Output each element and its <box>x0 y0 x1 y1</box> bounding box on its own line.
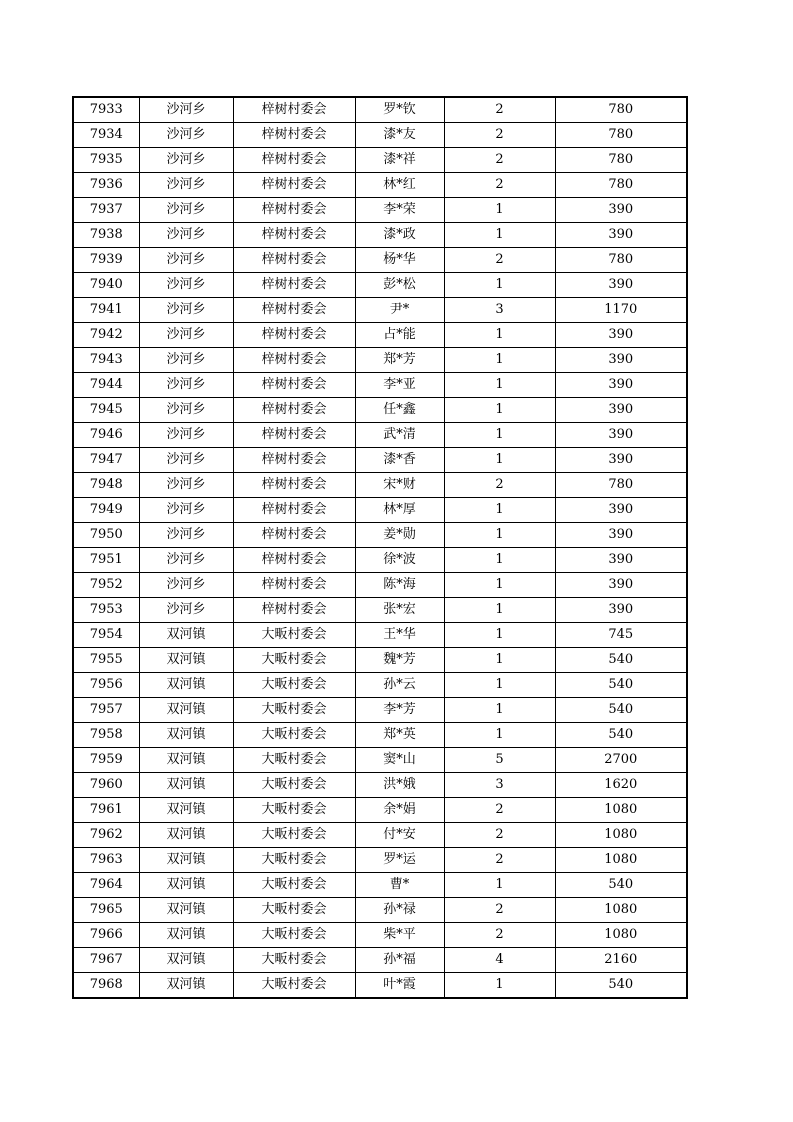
township-cell: 沙河乡 <box>139 298 233 323</box>
table-row <box>73 348 687 373</box>
table-row <box>73 423 687 448</box>
village-committee-cell: 梓树村委会 <box>233 598 355 623</box>
serial-number-cell: 7936 <box>73 173 139 198</box>
village-committee-cell: 大畈村委会 <box>233 823 355 848</box>
table-row <box>73 498 687 523</box>
township-cell: 双河镇 <box>139 823 233 848</box>
amount-cell: 390 <box>555 273 687 298</box>
township-cell: 沙河乡 <box>139 97 233 123</box>
household-count-cell: 2 <box>444 173 555 198</box>
township-cell: 沙河乡 <box>139 473 233 498</box>
amount-cell: 780 <box>555 148 687 173</box>
township-cell: 沙河乡 <box>139 148 233 173</box>
township-cell: 沙河乡 <box>139 198 233 223</box>
table-row <box>73 748 687 773</box>
township-cell: 双河镇 <box>139 623 233 648</box>
village-committee-cell: 大畈村委会 <box>233 723 355 748</box>
table-row <box>73 223 687 248</box>
household-count-cell: 2 <box>444 848 555 873</box>
amount-cell: 780 <box>555 97 687 123</box>
township-cell: 双河镇 <box>139 673 233 698</box>
township-cell: 双河镇 <box>139 773 233 798</box>
household-count-cell: 1 <box>444 423 555 448</box>
village-committee-cell: 梓树村委会 <box>233 198 355 223</box>
person-name-cell: 张*宏 <box>355 598 444 623</box>
serial-number-cell: 7938 <box>73 223 139 248</box>
household-count-cell: 1 <box>444 548 555 573</box>
table-row <box>73 548 687 573</box>
serial-number-cell: 7944 <box>73 373 139 398</box>
person-name-cell: 杨*华 <box>355 248 444 273</box>
serial-number-cell: 7945 <box>73 398 139 423</box>
person-name-cell: 洪*娥 <box>355 773 444 798</box>
village-committee-cell: 大畈村委会 <box>233 848 355 873</box>
amount-cell: 390 <box>555 448 687 473</box>
person-name-cell: 余*娟 <box>355 798 444 823</box>
serial-number-cell: 7952 <box>73 573 139 598</box>
serial-number-cell: 7958 <box>73 723 139 748</box>
amount-cell: 780 <box>555 248 687 273</box>
township-cell: 沙河乡 <box>139 573 233 598</box>
household-count-cell: 1 <box>444 523 555 548</box>
household-count-cell: 1 <box>444 348 555 373</box>
person-name-cell: 林*红 <box>355 173 444 198</box>
serial-number-cell: 7939 <box>73 248 139 273</box>
household-count-cell: 1 <box>444 498 555 523</box>
household-count-cell: 1 <box>444 448 555 473</box>
person-name-cell: 孙*禄 <box>355 898 444 923</box>
household-count-cell: 2 <box>444 798 555 823</box>
household-count-cell: 2 <box>444 148 555 173</box>
person-name-cell: 漆*祥 <box>355 148 444 173</box>
village-committee-cell: 梓树村委会 <box>233 448 355 473</box>
person-name-cell: 尹* <box>355 298 444 323</box>
township-cell: 沙河乡 <box>139 323 233 348</box>
village-committee-cell: 梓树村委会 <box>233 423 355 448</box>
person-name-cell: 李*亚 <box>355 373 444 398</box>
village-committee-cell: 梓树村委会 <box>233 573 355 598</box>
household-count-cell: 2 <box>444 923 555 948</box>
serial-number-cell: 7946 <box>73 423 139 448</box>
village-committee-cell: 梓树村委会 <box>233 473 355 498</box>
roster-table-body <box>73 97 687 998</box>
amount-cell: 390 <box>555 548 687 573</box>
person-name-cell: 宋*财 <box>355 473 444 498</box>
village-committee-cell: 大畈村委会 <box>233 948 355 973</box>
village-committee-cell: 梓树村委会 <box>233 173 355 198</box>
person-name-cell: 漆*友 <box>355 123 444 148</box>
person-name-cell: 漆*政 <box>355 223 444 248</box>
table-row <box>73 123 687 148</box>
village-committee-cell: 梓树村委会 <box>233 348 355 373</box>
township-cell: 双河镇 <box>139 873 233 898</box>
person-name-cell: 孙*云 <box>355 673 444 698</box>
serial-number-cell: 7935 <box>73 148 139 173</box>
village-committee-cell: 大畈村委会 <box>233 798 355 823</box>
amount-cell: 540 <box>555 723 687 748</box>
township-cell: 沙河乡 <box>139 173 233 198</box>
serial-number-cell: 7955 <box>73 648 139 673</box>
table-row <box>73 373 687 398</box>
township-cell: 沙河乡 <box>139 548 233 573</box>
serial-number-cell: 7954 <box>73 623 139 648</box>
village-committee-cell: 梓树村委会 <box>233 97 355 123</box>
amount-cell: 1080 <box>555 848 687 873</box>
township-cell: 沙河乡 <box>139 348 233 373</box>
township-cell: 沙河乡 <box>139 373 233 398</box>
amount-cell: 390 <box>555 373 687 398</box>
table-row <box>73 448 687 473</box>
household-count-cell: 1 <box>444 323 555 348</box>
amount-cell: 390 <box>555 573 687 598</box>
amount-cell: 540 <box>555 673 687 698</box>
table-row <box>73 898 687 923</box>
person-name-cell: 柴*平 <box>355 923 444 948</box>
serial-number-cell: 7940 <box>73 273 139 298</box>
household-count-cell: 2 <box>444 97 555 123</box>
serial-number-cell: 7949 <box>73 498 139 523</box>
table-row <box>73 773 687 798</box>
serial-number-cell: 7957 <box>73 698 139 723</box>
person-name-cell: 任*鑫 <box>355 398 444 423</box>
amount-cell: 2700 <box>555 748 687 773</box>
table-row <box>73 248 687 273</box>
person-name-cell: 占*能 <box>355 323 444 348</box>
table-row <box>73 873 687 898</box>
household-count-cell: 1 <box>444 273 555 298</box>
table-row <box>73 973 687 999</box>
township-cell: 双河镇 <box>139 848 233 873</box>
village-committee-cell: 大畈村委会 <box>233 698 355 723</box>
table-row <box>73 948 687 973</box>
amount-cell: 540 <box>555 973 687 999</box>
serial-number-cell: 7963 <box>73 848 139 873</box>
person-name-cell: 魏*芳 <box>355 648 444 673</box>
amount-cell: 1620 <box>555 773 687 798</box>
table-row <box>73 273 687 298</box>
table-row <box>73 623 687 648</box>
township-cell: 双河镇 <box>139 648 233 673</box>
person-name-cell: 窦*山 <box>355 748 444 773</box>
village-committee-cell: 梓树村委会 <box>233 148 355 173</box>
amount-cell: 2160 <box>555 948 687 973</box>
amount-cell: 780 <box>555 123 687 148</box>
person-name-cell: 李*芳 <box>355 698 444 723</box>
township-cell: 沙河乡 <box>139 598 233 623</box>
village-committee-cell: 梓树村委会 <box>233 273 355 298</box>
household-count-cell: 1 <box>444 873 555 898</box>
amount-cell: 540 <box>555 873 687 898</box>
amount-cell: 745 <box>555 623 687 648</box>
household-count-cell: 5 <box>444 748 555 773</box>
serial-number-cell: 7943 <box>73 348 139 373</box>
village-committee-cell: 梓树村委会 <box>233 248 355 273</box>
person-name-cell: 孙*福 <box>355 948 444 973</box>
roster-table <box>72 96 688 999</box>
person-name-cell: 曹* <box>355 873 444 898</box>
serial-number-cell: 7933 <box>73 97 139 123</box>
table-row <box>73 323 687 348</box>
person-name-cell: 李*荣 <box>355 198 444 223</box>
person-name-cell: 郑*英 <box>355 723 444 748</box>
table-row <box>73 198 687 223</box>
table-row <box>73 573 687 598</box>
household-count-cell: 2 <box>444 898 555 923</box>
village-committee-cell: 梓树村委会 <box>233 523 355 548</box>
household-count-cell: 1 <box>444 648 555 673</box>
person-name-cell: 姜*勋 <box>355 523 444 548</box>
township-cell: 沙河乡 <box>139 398 233 423</box>
table-row <box>73 798 687 823</box>
household-count-cell: 2 <box>444 473 555 498</box>
serial-number-cell: 7937 <box>73 198 139 223</box>
person-name-cell: 王*华 <box>355 623 444 648</box>
village-committee-cell: 梓树村委会 <box>233 373 355 398</box>
person-name-cell: 彭*松 <box>355 273 444 298</box>
household-count-cell: 1 <box>444 723 555 748</box>
amount-cell: 390 <box>555 598 687 623</box>
serial-number-cell: 7962 <box>73 823 139 848</box>
serial-number-cell: 7959 <box>73 748 139 773</box>
amount-cell: 540 <box>555 698 687 723</box>
village-committee-cell: 大畈村委会 <box>233 873 355 898</box>
person-name-cell: 罗*钦 <box>355 97 444 123</box>
amount-cell: 390 <box>555 223 687 248</box>
household-count-cell: 3 <box>444 773 555 798</box>
village-committee-cell: 梓树村委会 <box>233 123 355 148</box>
household-count-cell: 1 <box>444 673 555 698</box>
township-cell: 沙河乡 <box>139 523 233 548</box>
person-name-cell: 林*厚 <box>355 498 444 523</box>
household-count-cell: 1 <box>444 198 555 223</box>
amount-cell: 390 <box>555 523 687 548</box>
township-cell: 双河镇 <box>139 898 233 923</box>
serial-number-cell: 7941 <box>73 298 139 323</box>
serial-number-cell: 7964 <box>73 873 139 898</box>
household-count-cell: 1 <box>444 223 555 248</box>
amount-cell: 1080 <box>555 923 687 948</box>
person-name-cell: 罗*运 <box>355 848 444 873</box>
township-cell: 双河镇 <box>139 698 233 723</box>
person-name-cell: 陈*海 <box>355 573 444 598</box>
serial-number-cell: 7956 <box>73 673 139 698</box>
household-count-cell: 2 <box>444 123 555 148</box>
household-count-cell: 3 <box>444 298 555 323</box>
household-count-cell: 2 <box>444 248 555 273</box>
table-row <box>73 848 687 873</box>
person-name-cell: 叶*霞 <box>355 973 444 999</box>
person-name-cell: 郑*芳 <box>355 348 444 373</box>
amount-cell: 390 <box>555 498 687 523</box>
amount-cell: 1080 <box>555 823 687 848</box>
township-cell: 沙河乡 <box>139 223 233 248</box>
serial-number-cell: 7942 <box>73 323 139 348</box>
village-committee-cell: 梓树村委会 <box>233 548 355 573</box>
table-row <box>73 298 687 323</box>
table-row <box>73 698 687 723</box>
village-committee-cell: 大畈村委会 <box>233 923 355 948</box>
serial-number-cell: 7965 <box>73 898 139 923</box>
table-row <box>73 523 687 548</box>
village-committee-cell: 梓树村委会 <box>233 398 355 423</box>
table-row <box>73 148 687 173</box>
table-row <box>73 473 687 498</box>
household-count-cell: 1 <box>444 698 555 723</box>
township-cell: 沙河乡 <box>139 248 233 273</box>
table-row <box>73 823 687 848</box>
village-committee-cell: 大畈村委会 <box>233 773 355 798</box>
amount-cell: 390 <box>555 423 687 448</box>
township-cell: 双河镇 <box>139 748 233 773</box>
table-row <box>73 598 687 623</box>
township-cell: 双河镇 <box>139 948 233 973</box>
village-committee-cell: 大畈村委会 <box>233 748 355 773</box>
person-name-cell: 徐*波 <box>355 548 444 573</box>
village-committee-cell: 梓树村委会 <box>233 323 355 348</box>
table-row <box>73 97 687 123</box>
township-cell: 双河镇 <box>139 973 233 999</box>
village-committee-cell: 梓树村委会 <box>233 298 355 323</box>
township-cell: 沙河乡 <box>139 423 233 448</box>
household-count-cell: 1 <box>444 973 555 999</box>
township-cell: 沙河乡 <box>139 123 233 148</box>
serial-number-cell: 7950 <box>73 523 139 548</box>
table-row <box>73 673 687 698</box>
serial-number-cell: 7968 <box>73 973 139 999</box>
village-committee-cell: 梓树村委会 <box>233 223 355 248</box>
village-committee-cell: 大畈村委会 <box>233 898 355 923</box>
amount-cell: 1080 <box>555 898 687 923</box>
amount-cell: 1080 <box>555 798 687 823</box>
serial-number-cell: 7967 <box>73 948 139 973</box>
table-row <box>73 723 687 748</box>
village-committee-cell: 大畈村委会 <box>233 648 355 673</box>
village-committee-cell: 梓树村委会 <box>233 498 355 523</box>
amount-cell: 540 <box>555 648 687 673</box>
township-cell: 沙河乡 <box>139 448 233 473</box>
table-row <box>73 648 687 673</box>
township-cell: 双河镇 <box>139 923 233 948</box>
amount-cell: 390 <box>555 323 687 348</box>
serial-number-cell: 7934 <box>73 123 139 148</box>
person-name-cell: 付*安 <box>355 823 444 848</box>
amount-cell: 390 <box>555 198 687 223</box>
serial-number-cell: 7948 <box>73 473 139 498</box>
township-cell: 沙河乡 <box>139 498 233 523</box>
amount-cell: 780 <box>555 173 687 198</box>
village-committee-cell: 大畈村委会 <box>233 623 355 648</box>
household-count-cell: 2 <box>444 823 555 848</box>
village-committee-cell: 大畈村委会 <box>233 973 355 999</box>
amount-cell: 390 <box>555 348 687 373</box>
serial-number-cell: 7953 <box>73 598 139 623</box>
township-cell: 沙河乡 <box>139 273 233 298</box>
person-name-cell: 武*清 <box>355 423 444 448</box>
household-count-cell: 1 <box>444 573 555 598</box>
household-count-cell: 1 <box>444 623 555 648</box>
serial-number-cell: 7966 <box>73 923 139 948</box>
amount-cell: 1170 <box>555 298 687 323</box>
village-committee-cell: 大畈村委会 <box>233 673 355 698</box>
household-count-cell: 4 <box>444 948 555 973</box>
serial-number-cell: 7961 <box>73 798 139 823</box>
serial-number-cell: 7960 <box>73 773 139 798</box>
amount-cell: 780 <box>555 473 687 498</box>
household-count-cell: 1 <box>444 373 555 398</box>
serial-number-cell: 7951 <box>73 548 139 573</box>
serial-number-cell: 7947 <box>73 448 139 473</box>
table-row <box>73 398 687 423</box>
household-count-cell: 1 <box>444 398 555 423</box>
person-name-cell: 漆*香 <box>355 448 444 473</box>
household-count-cell: 1 <box>444 598 555 623</box>
amount-cell: 390 <box>555 398 687 423</box>
township-cell: 双河镇 <box>139 798 233 823</box>
table-row <box>73 923 687 948</box>
township-cell: 双河镇 <box>139 723 233 748</box>
table-row <box>73 173 687 198</box>
